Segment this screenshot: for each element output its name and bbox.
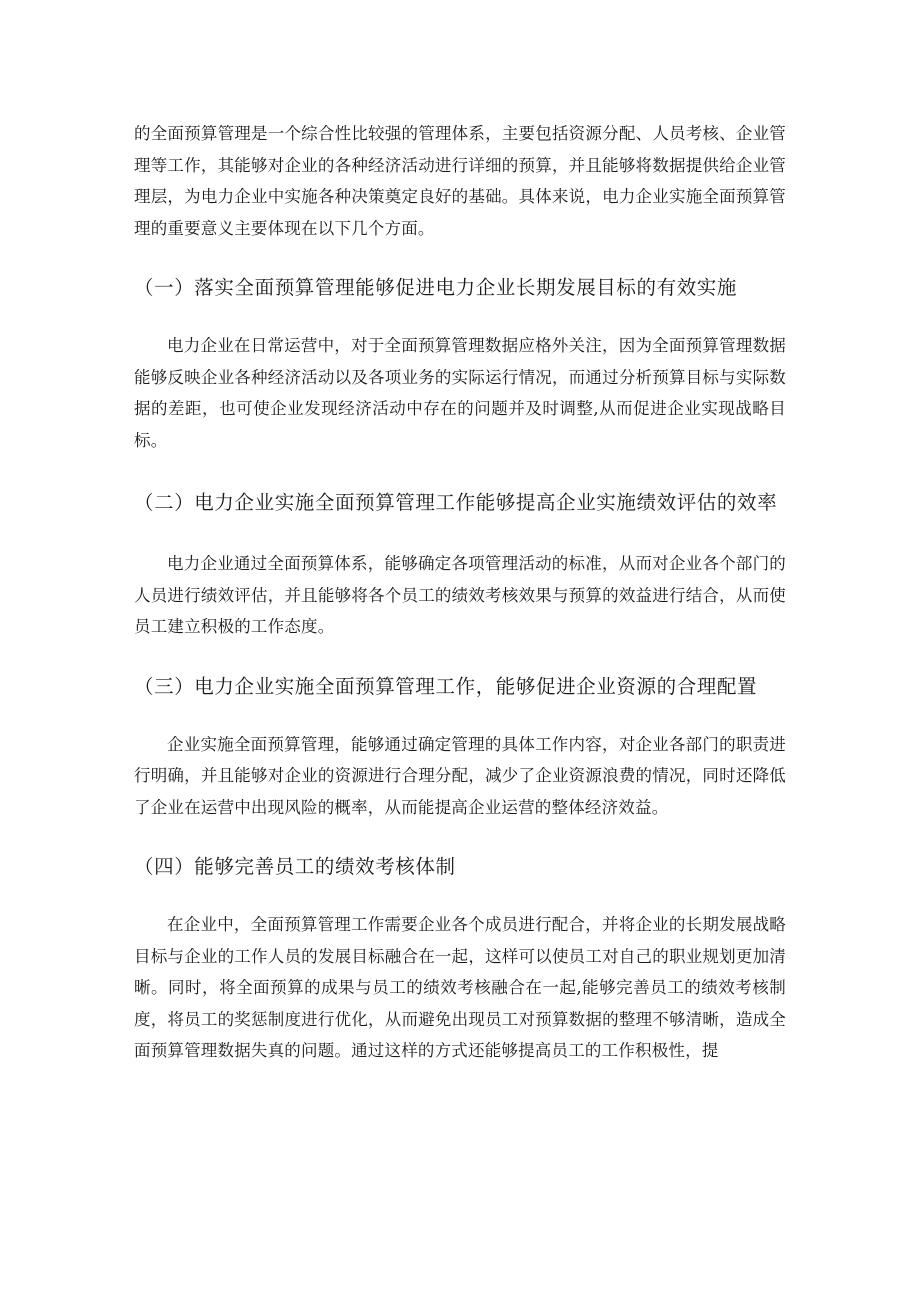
section-heading-2: （二）电力企业实施全面预算管理工作能够提高企业实施绩效评估的效率 [134,491,778,514]
paragraph-intro: 的全面预算管理是一个综合性比较强的管理体系，主要包括资源分配、人员考核、企业管理等工作，其能够对企业的各种经济活动进行详细的预算，并且能够将数据提供给企业管理层，为电力企业中实施各种决策奠定良好的基础。具体来说，电力企业实施全面预算管理的重要意义主要体现在以下几个方面。 [134,124,786,238]
spacer [134,887,786,909]
spacer [134,308,786,330]
spacer [134,456,786,480]
spacer [134,526,786,548]
paragraph-section-2: 电力企业通过全面预算体系，能够确定各项管理活动的标准，从而对企业各个部门的人员进行绩效评估，并且能够将各个员工的绩效考核效果与预算的效益进行结合，从而使员工建立积极的工作态度。 [134,554,786,636]
spacer [134,823,786,847]
spacer [134,707,786,729]
paragraph-section-4: 在企业中，全面预算管理工作需要企业各个成员进行配合，并将企业的长期发展战略目标与企业的工作人员的发展目标融合在一起，这样可以使员工对自己的职业规划更加清晰。同时，将全面预算的成果与员工的绩效考核融合在一起,能够完善员工的绩效考核制度，将员工的奖惩制度进行优化，从而避免出现员工对预算数据的整理不够清晰，造成全面预算管理数据失真的问题。通过这样的方式还能够提高员工的工作积极性，提 [134,915,786,1060]
spacer [134,643,786,667]
document-page [134,118,786,1067]
section-heading-1: （一）落实全面预算管理能够促进电力企业长期发展目标的有效实施 [134,276,738,299]
section-heading-4: （四）能够完善员工的绩效考核体制 [134,855,456,878]
paragraph-section-3: 企业实施全面预算管理，能够通过确定管理的具体工作内容，对企业各部门的职责进行明确，并且能够对企业的资源进行合理分配，减少了企业资源浪费的情况，同时还降低了企业在运营中出现风险的概率，从而能提高企业运营的整体经济效益。 [134,734,786,817]
spacer [134,244,786,268]
section-heading-3: （三）电力企业实施全面预算管理工作，能够促进企业资源的合理配置 [134,674,758,698]
paragraph-section-1: 电力企业在日常运营中，对于全面预算管理数据应格外关注，因为全面预算管理数据能够反映企业各种经济活动以及各项业务的实际运行情况，而通过分析预算目标与实际数据的差距，也可使企业发现经济活动中存在的问题并及时调整,从而促进企业实现战略目标。 [134,336,786,450]
